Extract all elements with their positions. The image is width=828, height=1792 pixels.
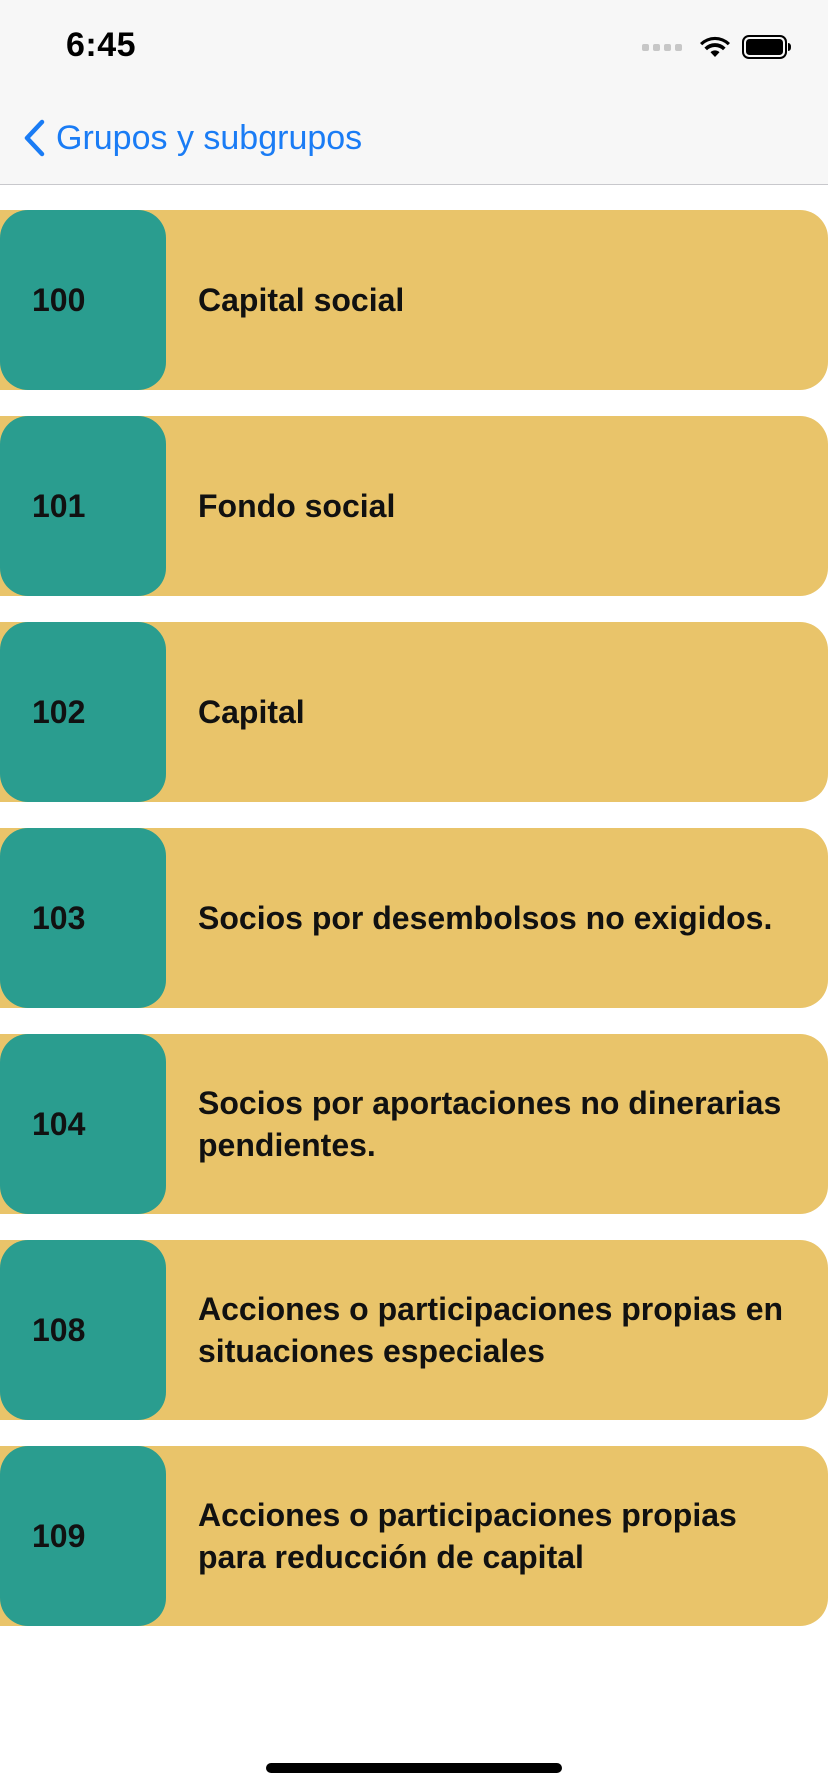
navigation-bar [0, 0, 828, 185]
account-title: Socios por desembolsos no exigidos. [198, 900, 773, 936]
home-indicator[interactable] [266, 1763, 562, 1773]
list-item[interactable] [0, 1446, 828, 1626]
account-code-badge [0, 1446, 166, 1626]
list-item[interactable] [0, 416, 828, 596]
list-item[interactable] [0, 622, 828, 802]
account-list [0, 210, 828, 1652]
account-title: Acciones o participaciones propias para reducción de capital [198, 1497, 737, 1575]
account-title: Capital [198, 694, 305, 730]
account-code: 108 [32, 1311, 86, 1348]
account-code-badge [0, 622, 166, 802]
account-code-badge [0, 1240, 166, 1420]
battery-icon [742, 34, 792, 60]
account-code-badge [0, 416, 166, 596]
status-time: 6:45 [66, 26, 137, 64]
account-code-badge [0, 828, 166, 1008]
account-title: Fondo social [198, 488, 396, 524]
account-code: 104 [32, 1105, 86, 1142]
account-title: Acciones o participaciones propias en situaciones especiales [198, 1291, 784, 1369]
list-item[interactable] [0, 1240, 828, 1420]
status-indicators [642, 34, 792, 60]
back-button-label: Grupos y subgrupos [56, 118, 363, 157]
account-title: Capital social [198, 282, 405, 318]
back-button[interactable] [22, 118, 362, 158]
account-code-badge [0, 210, 166, 390]
list-item[interactable] [0, 1034, 828, 1214]
account-code: 109 [32, 1517, 86, 1554]
cellular-signal-icon [642, 44, 682, 51]
account-code: 101 [32, 487, 86, 524]
account-code: 102 [32, 693, 86, 730]
account-code: 103 [32, 899, 86, 936]
chevron-left-icon [22, 118, 46, 158]
list-item[interactable] [0, 828, 828, 1008]
account-code-badge [0, 1034, 166, 1214]
account-code: 100 [32, 281, 86, 318]
account-title: Socios por aportaciones no dinerarias pendientes. [198, 1085, 782, 1163]
wifi-icon [700, 35, 730, 59]
list-item[interactable] [0, 210, 828, 390]
